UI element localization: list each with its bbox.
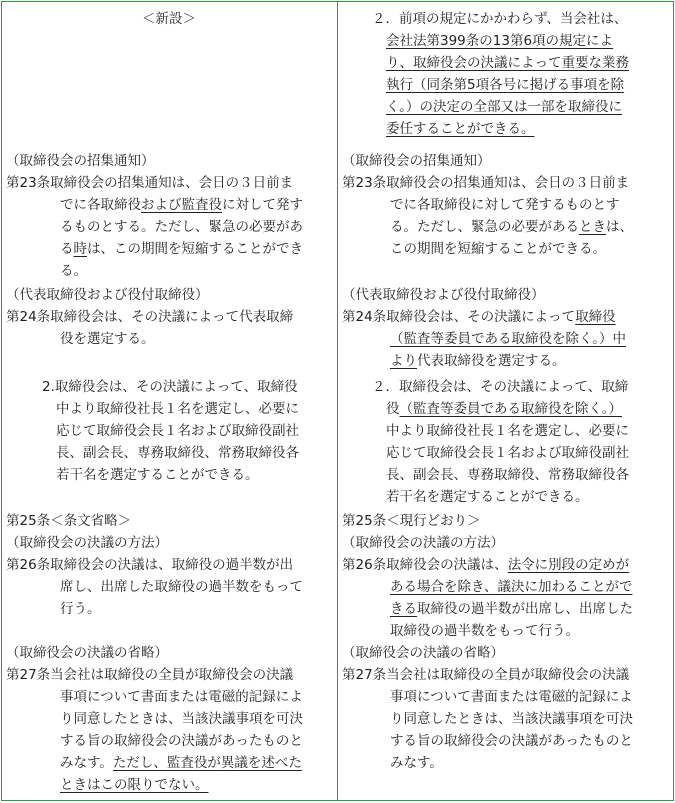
- article-23-line: でに各取締役および監査役に対して発す: [60, 197, 303, 213]
- new-article-line: く。）の決定の全部又は一部を取締役に: [386, 99, 622, 115]
- underlined-text: および監査役: [141, 197, 222, 213]
- underlined-text: ときはこの限りでない。: [60, 777, 209, 793]
- new-article-line: 会社法第399条の13第6項の規定によ: [386, 33, 614, 49]
- underlined-text: 時: [73, 241, 87, 257]
- article-23-line: 第23条取締役会の招集通知は、会日の３日前ま: [6, 175, 294, 191]
- article-24-2-line: 2.取締役会は、その決議によって、取締役: [42, 379, 298, 395]
- article-27-line: する旨の取締役会の決議があったものと: [60, 733, 303, 749]
- article-27-line: り同意したときは、当該決議事項を可決: [60, 711, 303, 727]
- new-article-line: ２．前項の規定にかかわらず、当会社は、: [372, 11, 628, 27]
- heading-article-23: （取締役会の招集通知）: [342, 153, 491, 169]
- article-27-line: みなす。ただし、監査役が異議を述べた: [60, 755, 302, 771]
- article-24-2-line: 中より取締役社長１名を選定し、必要に: [386, 423, 629, 439]
- underlined-text: きる: [390, 601, 417, 617]
- article-25: 第25条＜現行どおり＞: [342, 513, 481, 529]
- article-23-line: る。: [60, 263, 87, 279]
- heading-article-24: （代表取締役および役付取締役）: [342, 287, 545, 303]
- new-article-line: 委任することができる。: [386, 121, 535, 137]
- article-24-line: より代表取締役を選定する。: [390, 353, 566, 369]
- article-24-2-line: 応じて取締役会長１名および取締役副社: [56, 423, 299, 439]
- article-27-line: り同意したときは、当該決議事項を可決: [390, 711, 633, 727]
- article-24-line: （監査等委員である取締役を除く。）中: [390, 331, 626, 347]
- article-24-line: 第24条取締役会は、その決議によって取締役: [342, 309, 616, 325]
- article-26-line: ある場合を除き、議決に加わることがで: [390, 579, 633, 595]
- article-24-2-line: 若干名を選定することができる。: [56, 467, 259, 483]
- article-24-2-line: 応じて取締役会長１名および取締役副社: [386, 445, 629, 461]
- article-25: 第25条＜条文省略＞: [6, 513, 132, 529]
- article-26-line: 席し、出席した取締役の過半数をもって: [60, 579, 303, 595]
- article-24-2-line: 若干名を選定することができる。: [386, 489, 589, 505]
- underlined-text: 法令に別段の定めが: [507, 557, 630, 573]
- article-27-line: する旨の取締役会の決議があったものと: [390, 733, 633, 749]
- article-23-line: る。ただし、緊急の必要があるときは、: [390, 219, 633, 235]
- article-26-line: 取締役の過半数をもって行う。: [390, 623, 579, 639]
- underlined-text: ただし、監査役が異議を述べた: [112, 755, 302, 771]
- heading-article-27: （取締役会の決議の省略）: [342, 645, 504, 661]
- article-27-line: みなす。: [390, 755, 443, 771]
- heading-article-24: （代表取締役および役付取締役）: [6, 287, 209, 303]
- article-24-2-line: 長、副会長、専務取締役、常務取締役各: [386, 467, 629, 483]
- new-article-line: 執行（同条第5項各号に掲げる事項を除: [386, 77, 625, 93]
- article-23-line: でに各取締役に対して発するものとす: [390, 197, 620, 213]
- article-27-line: [60, 774, 209, 796]
- article-26-line: 第26条取締役会の決議は、取締役の過半数が出: [6, 557, 294, 573]
- article-23-line: る時は、この期間を短縮することができ: [60, 241, 303, 257]
- article-24-2-line: ２．取締役会は、その決議によって、取締: [372, 379, 629, 395]
- article-24-2-line: 中より取締役社長１名を選定し、必要に: [56, 401, 299, 417]
- new-establishment-label: ＜新設＞: [142, 11, 196, 27]
- article-26-line: きる取締役の過半数が出席し、出席した: [390, 601, 633, 617]
- article-24-line: 第24条取締役会は、その決議によって代表取締: [6, 309, 294, 325]
- article-24-2-line: 長、副会長、専務取締役、常務取締役各: [56, 445, 299, 461]
- article-23-line: この期間を短縮することができる。: [390, 241, 606, 257]
- heading-article-27: （取締役会の決議の省略）: [6, 645, 168, 661]
- new-article-line: り、取締役会の決議によって重要な業務: [386, 55, 629, 71]
- amendment-table: [1, 1, 674, 801]
- article-24-2-line: 役（監査等委員である取締役を除く。）: [386, 401, 622, 417]
- current-articles-column: [2, 2, 337, 800]
- article-23-line: 第23条取締役会の招集通知は、会日の３日前ま: [342, 175, 630, 191]
- article-26-line: 第26条取締役会の決議は、法令に別段の定めが: [342, 557, 630, 573]
- underlined-text: とき: [579, 219, 606, 235]
- heading-article-23: （取締役会の招集通知）: [6, 153, 155, 169]
- heading-article-26: （取締役会の決議の方法）: [6, 535, 168, 551]
- article-27-line: 第27条当会社は取締役の全員が取締役会の決議: [6, 667, 294, 683]
- article-27-line: 事項について書面または電磁的記録によ: [390, 689, 633, 705]
- article-27-line: 第27条当会社は取締役の全員が取締役会の決議: [342, 667, 630, 683]
- heading-article-26: （取締役会の決議の方法）: [342, 535, 504, 551]
- underlined-text: 取締役: [575, 309, 616, 325]
- article-26-line: 行う。: [60, 601, 101, 617]
- article-27-line: 事項について書面または電磁的記録によ: [60, 689, 303, 705]
- underlined-text: より: [390, 353, 417, 369]
- proposed-articles-column: [338, 2, 675, 800]
- article-24-line: 役を選定する。: [60, 331, 155, 347]
- underlined-text: （監査等委員である取締役を除く。）: [399, 401, 622, 417]
- article-23-line: るものとする。ただし、緊急の必要があ: [60, 219, 303, 235]
